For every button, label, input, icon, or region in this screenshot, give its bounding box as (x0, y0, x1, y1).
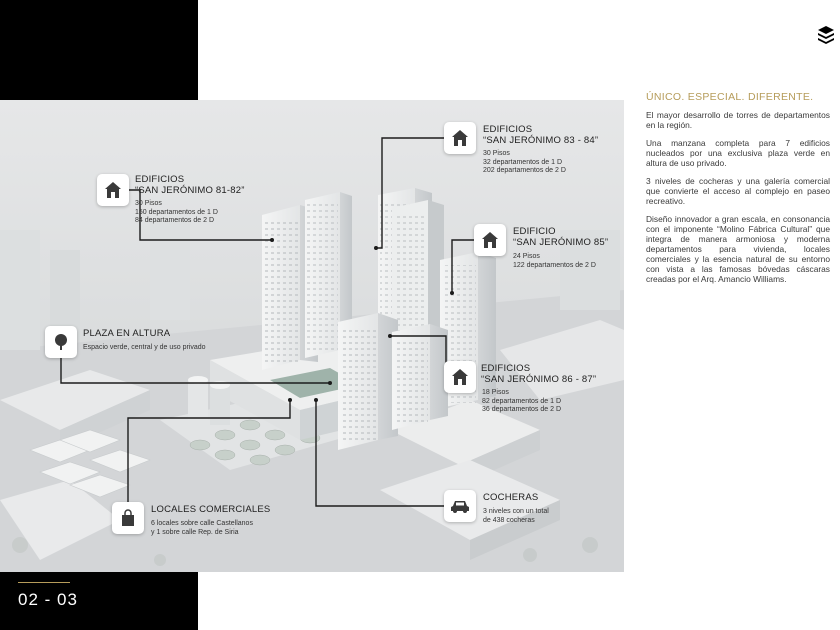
detail-line: 30 Pisos (135, 200, 162, 207)
callout-locales-title: LOCALES COMERCIALES (151, 504, 271, 515)
callout-81-82-details (135, 200, 218, 226)
black-corner-top (0, 0, 198, 100)
detail-line: de 438 cocheras (483, 516, 535, 524)
detail-line: 32 departamentos de 1 D (483, 158, 562, 166)
callout-locales-shopping-bag-icon (112, 502, 144, 534)
detail-line: 202 departamentos de 2 D (483, 167, 566, 175)
callout-cocheras-car-icon (444, 490, 476, 522)
stack-chevrons-icon[interactable] (818, 26, 834, 46)
callout-cocheras-details (483, 508, 549, 525)
callout-83-84-building-icon (444, 122, 476, 154)
page-number-rule (18, 582, 70, 583)
detail-line: 36 departamentos de 2 D (482, 406, 561, 414)
detail-line: 82 departamentos de 1 D (482, 397, 561, 405)
page-number: 02 - 03 (18, 590, 78, 609)
callout-86-87-building-icon (444, 361, 476, 393)
detail-line: 3 niveles con un total (483, 508, 549, 515)
sidebar-paragraph: Una manzana completa para 7 edificios nucleados por una exclusiva plaza verde en altura de uso privado. (646, 138, 830, 168)
callout-83-84-details (483, 150, 566, 176)
callout-85-details (513, 253, 596, 270)
callout-plaza-details (83, 344, 206, 353)
detail-line: 84 departamentos de 2 D (135, 217, 214, 225)
callout-86-87-details (482, 389, 561, 415)
callout-81-82-building-icon (97, 174, 129, 206)
detail-line: Espacio verde, central y de uso privado (83, 344, 206, 351)
callout-86-87-title: EDIFICIOS “SAN JERÓNIMO 86 - 87” (481, 363, 597, 385)
callout-85-building-icon (474, 224, 506, 256)
callout-locales-details (151, 520, 253, 537)
sidebar-text (646, 91, 830, 292)
sidebar-paragraph: Diseño innovador a gran escala, en consonancia con el imponente “Molino Fábrica Cultural” que integra de manera armoniosa y moderna departamentos para vivienda, locales comerciales y la esencia natural de su entorno con vista a las famosas bóvedas cáscaras creadas por el Arq. Amancio Williams. (646, 214, 830, 284)
detail-line: 6 locales sobre calle Castellanos (151, 520, 253, 527)
callout-plaza-title: PLAZA EN ALTURA (83, 328, 171, 339)
detail-line: y 1 sobre calle Rep. de Siria (151, 528, 239, 536)
callout-plaza-tree-icon (45, 326, 77, 358)
detail-line: 30 Pisos (483, 150, 510, 157)
callout-83-84-title: EDIFICIOS “SAN JERÓNIMO 83 - 84” (483, 124, 599, 146)
detail-line: 18 Pisos (482, 389, 509, 396)
detail-line: 122 departamentos de 2 D (513, 261, 596, 269)
callout-81-82-title: EDIFICIOS “SAN JERÓNIMO 81-82” (135, 174, 245, 196)
callout-cocheras-title: COCHERAS (483, 492, 539, 503)
detail-line: 24 Pisos (513, 253, 540, 260)
detail-line: 150 departamentos de 1 D (135, 208, 218, 216)
sidebar-heading: ÚNICO. ESPECIAL. DIFERENTE. (646, 91, 814, 103)
sidebar-paragraph: 3 niveles de cocheras y una galería comercial que convierte el acceso al complejo en paseo recreativo. (646, 176, 830, 206)
callout-85-title: EDIFICIO “SAN JERÓNIMO 85” (513, 226, 609, 248)
sidebar-paragraph: El mayor desarrollo de torres de departamentos en la región. (646, 110, 830, 130)
